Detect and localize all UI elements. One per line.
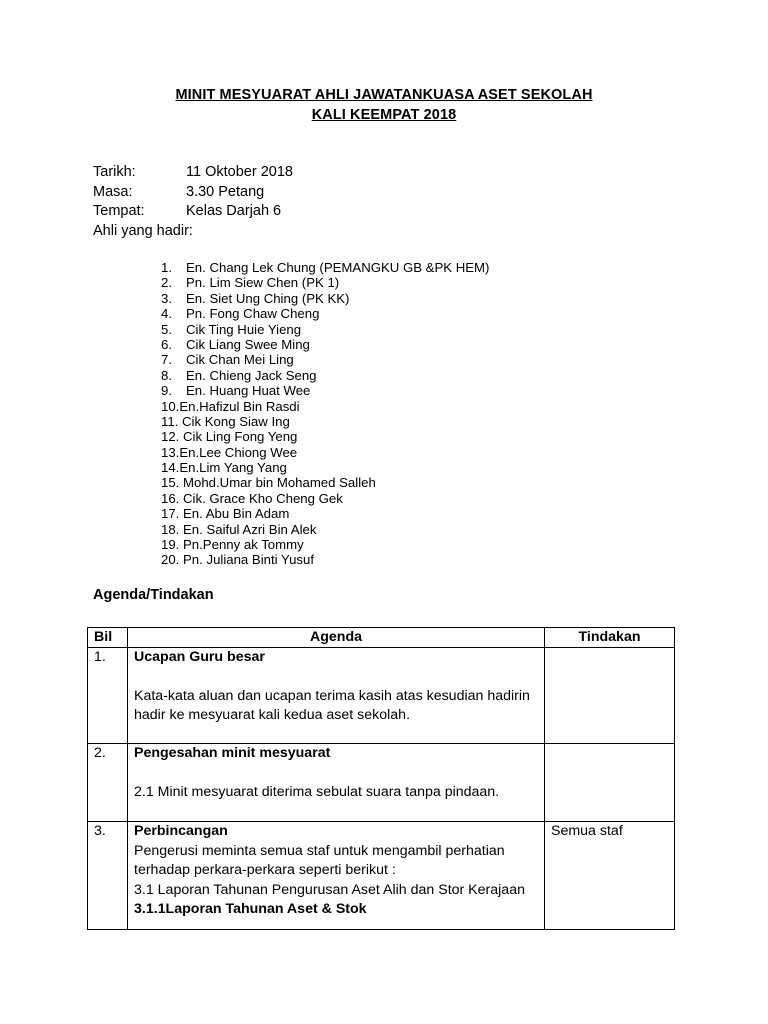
list-item [161,552,489,567]
row-number: 1. [88,648,128,744]
list-item-name: Cik Ting Huie Yieng [186,321,302,337]
list-item-name: Cik Kong Siaw Ing [182,413,290,429]
list-item-number: 8. [161,367,172,383]
list-item-name: En. Chang Lek Chung (PEMANGKU GB &PK HEM) [186,260,490,275]
list-item-name: En.Hafizul Bin Rasdi [179,398,300,414]
list-item-number: 16. [161,490,180,506]
list-item-number: 1. [161,260,172,275]
list-item-number: 12. [161,429,180,445]
list-item [161,475,489,490]
list-item [161,522,489,537]
list-item [161,368,489,383]
list-item-name: En. Saiful Azri Bin Alek [183,521,317,537]
list-item-number: 14. [161,460,180,476]
list-item-name: Cik Chan Mei Ling [186,352,294,368]
agenda-subitem: 3.1 Laporan Tahunan Pengurusan Aset Alih dan Stor Kerajaan [134,881,525,898]
date-value: 11 Oktober 2018 [186,164,293,180]
agenda-text: Kata-kata aluan dan ucapan terima kasih atas kesudian hadirin hadir ke mesyuarat kali kedua aset sekolah. [134,687,530,723]
list-item-name: En. Chieng Jack Seng [186,367,317,383]
time-row [93,183,293,203]
list-item-name: Cik. Grace Kho Cheng Gek [183,490,343,506]
list-item [161,322,489,337]
list-item-name: En. Siet Ung Ching (PK KK) [186,290,350,306]
venue-row [93,202,293,222]
list-item [161,383,489,398]
action-cell [545,648,675,744]
list-item [161,337,489,352]
list-item-number: 17. [161,506,180,522]
list-item-name: Pn. Juliana Binti Yusuf [183,552,315,568]
list-item-number: 10. [161,398,180,414]
list-item-number: 13. [161,444,180,460]
column-header-tindakan: Tindakan [545,628,675,648]
meeting-info [93,163,293,241]
action-cell [545,744,675,822]
list-item-number: 5. [161,321,172,337]
row-number: 2. [88,744,128,822]
table-row [88,648,675,744]
list-item-number: 11. [161,413,179,429]
column-header-bil: Bil [88,628,128,648]
list-item-number: 7. [161,352,172,368]
list-item [161,429,489,444]
list-item-name: En. Abu Bin Adam [183,506,290,522]
table-header-row [88,628,675,648]
document-title-line-1: MINIT MESYUARAT AHLI JAWATANKUASA ASET SEKOLAH [175,87,593,103]
list-item [161,460,489,475]
row-number: 3. [88,822,128,930]
agenda-text: Pengerusi meminta semua staf untuk mengambil perhatian terhadap perkara-perkara seperti berikut : [134,842,505,878]
column-header-agenda: Agenda [128,628,545,648]
agenda-text: 2.1 Minit mesyuarat diterima sebulat suara tanpa pindaan. [134,783,500,800]
list-item [161,506,489,521]
list-item [161,260,489,275]
attendee-list [161,260,489,568]
list-item-name: Mohd.Umar bin Mohamed Salleh [183,475,376,491]
time-value: 3.30 Petang [186,183,265,200]
list-item-number: 20. [161,552,180,568]
spacer [134,668,538,687]
list-item-number: 4. [161,306,172,322]
list-item-number: 19. [161,537,180,553]
list-item [161,291,489,306]
list-item-name: Pn. Lim Siew Chen (PK 1) [186,275,340,291]
list-item [161,399,489,414]
list-item [161,414,489,429]
date-label: Tarikh: [93,164,136,180]
list-item-name: Cik Liang Swee Ming [186,336,310,352]
list-item-number: 6. [161,336,172,352]
list-item [161,445,489,460]
list-item-number: 15. [161,475,180,491]
list-item [161,275,489,290]
list-item-number: 3. [161,290,172,306]
agenda-heading: Perbincangan [134,823,228,839]
agenda-heading: Pengesahan minit mesyuarat [134,745,331,761]
table-row [88,822,675,930]
list-item [161,306,489,321]
attendees-label: Ahli yang hadir: [93,222,193,239]
list-item-name: En.Lim Yang Yang [179,460,287,476]
list-item-name: Cik Ling Fong Yeng [183,429,298,445]
agenda-cell [128,744,545,822]
list-item-name: En.Lee Chiong Wee [179,444,298,460]
list-item-name: Pn. Fong Chaw Cheng [186,306,320,322]
time-label: Masa: [93,183,133,200]
spacer [134,764,538,783]
table-row [88,744,675,822]
agenda-subheading: 3.1.1Laporan Tahunan Aset & Stok [134,901,367,917]
agenda-table [87,627,675,930]
agenda-cell [128,822,545,930]
agenda-cell [128,648,545,744]
document-title-line-2: KALI KEEMPAT 2018 [311,107,457,123]
list-item [161,352,489,367]
list-item [161,537,489,552]
list-item-number: 18. [161,521,180,537]
action-cell: Semua staf [545,822,675,930]
list-item-number: 2. [161,275,172,291]
list-item-name: En. Huang Huat Wee [186,383,311,399]
date-row [93,163,293,183]
list-item-number: 9. [161,383,172,399]
list-item-name: Pn.Penny ak Tommy [183,537,304,553]
venue-label: Tempat: [93,203,145,219]
list-item [161,491,489,506]
venue-value: Kelas Darjah 6 [186,203,282,219]
agenda-heading: Ucapan Guru besar [134,649,265,665]
agenda-section-heading: Agenda/Tindakan [93,587,214,603]
